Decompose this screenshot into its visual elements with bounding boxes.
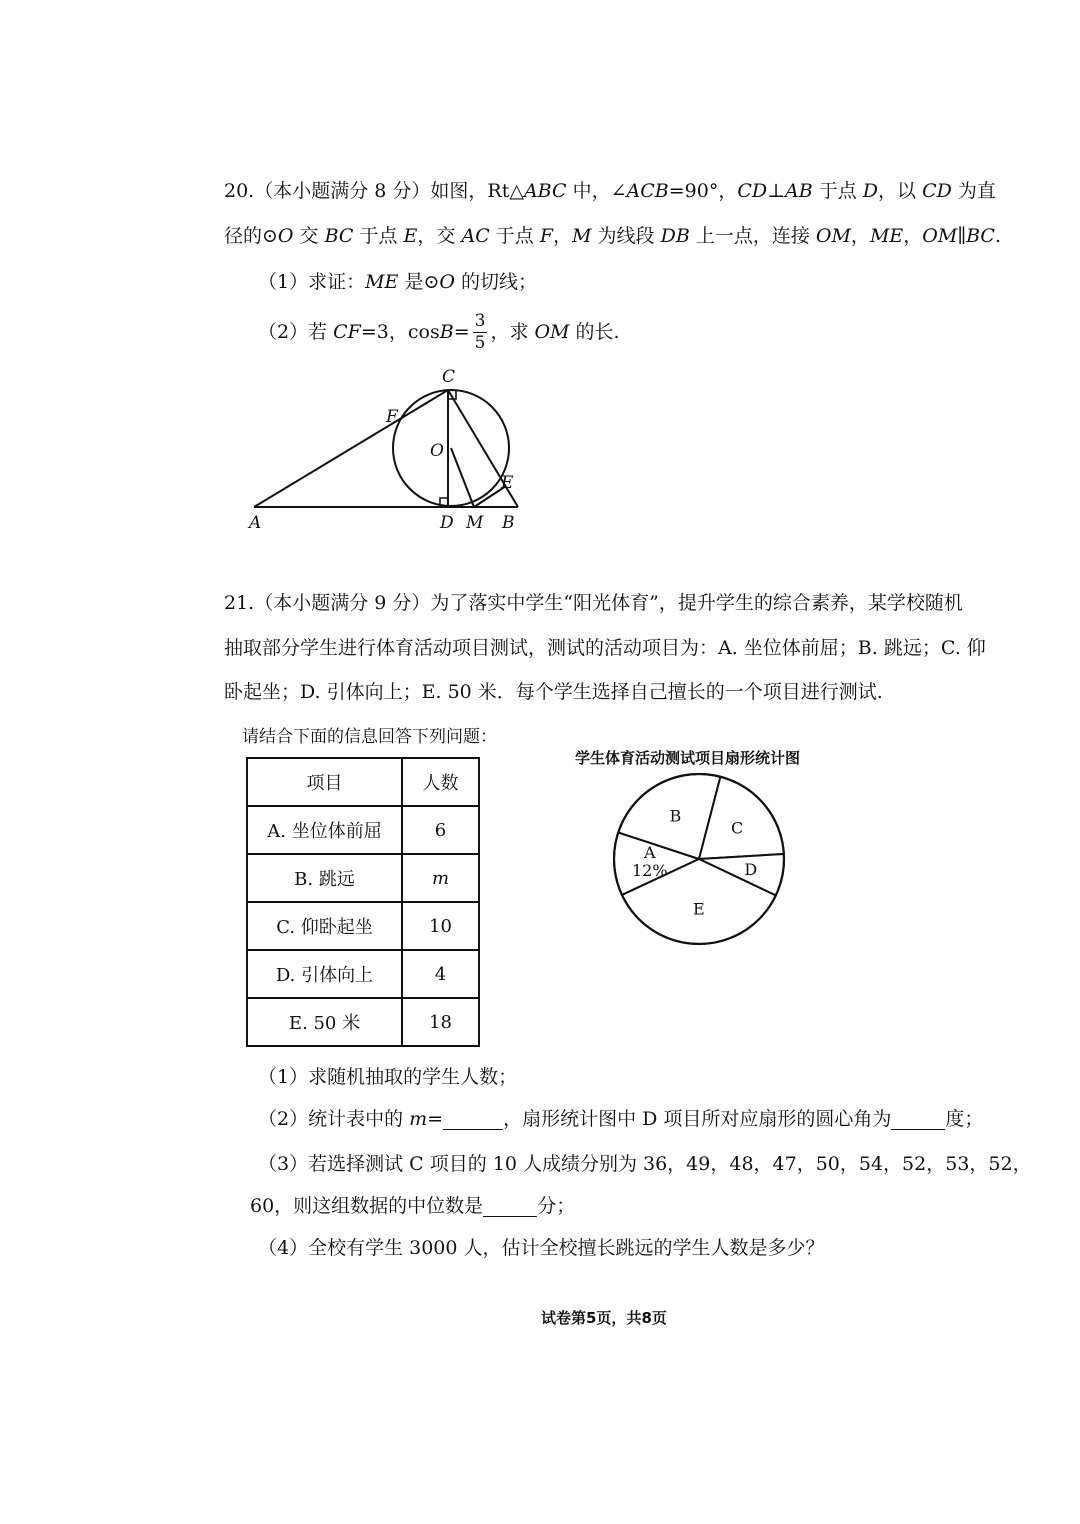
math: CF: [333, 321, 361, 343]
math: ACB: [626, 180, 669, 202]
math: OM: [922, 225, 958, 247]
math: DB: [660, 225, 690, 247]
q21-instruction: 请结合下面的信息回答下列问题：: [242, 727, 497, 747]
answer-blank-median[interactable]: [483, 1197, 537, 1217]
text: ⊥: [767, 180, 785, 202]
text: =3，cos: [360, 321, 440, 343]
q21-sub3-cont: [250, 1197, 575, 1217]
text: 径的⊙: [224, 225, 278, 247]
pie-label-c: C: [730, 818, 744, 838]
table-header: 项目: [247, 758, 402, 806]
segment-ac: [254, 390, 448, 507]
text: ，交: [417, 225, 462, 247]
text: （2）若: [258, 321, 334, 343]
text: =: [453, 321, 470, 343]
text: ，扇形统计图中 D 项目所对应扇形的圆心角为: [503, 1108, 892, 1130]
math: BC: [324, 225, 354, 247]
text: 60，则这组数据的中位数是: [250, 1195, 484, 1217]
math: CD: [922, 180, 952, 202]
text: （2）统计表中的: [258, 1108, 410, 1130]
text: =: [427, 1108, 444, 1130]
table-cell: 10: [402, 902, 479, 950]
table-row: [247, 950, 479, 998]
table-header: 人数: [402, 758, 479, 806]
pie-label-a: A: [644, 842, 656, 862]
text: 于点: [812, 180, 863, 202]
text: ，: [903, 225, 923, 247]
math: OM: [534, 321, 570, 343]
table-row: [247, 806, 479, 854]
q21-header: 21.（本小题满分 9 分）: [224, 592, 431, 614]
label-m: M: [466, 513, 484, 533]
text: 为了落实中学生“阳光体育”，提升学生的综合素养，某学校随机: [430, 592, 963, 614]
text: =90°，: [668, 180, 738, 202]
math: CD: [737, 180, 768, 202]
pie-label-d: D: [744, 860, 758, 880]
text: ，: [850, 225, 870, 247]
q21-sub3: （3）若选择测试 C 项目的 10 人成绩分别为 36，49，48，47，50，54，52，53，52，: [258, 1153, 1032, 1175]
geometry-figure: [240, 360, 560, 535]
text: 是⊙: [398, 271, 440, 293]
text: 的长.: [569, 321, 620, 343]
q21-sub1: （1）求随机抽取的学生人数；: [258, 1066, 518, 1088]
text: 度；: [945, 1108, 984, 1130]
text: 为线段: [591, 225, 661, 247]
table-cell: 6: [402, 806, 479, 854]
table-cell: E. 50 米: [247, 998, 402, 1046]
table-cell: D. 引体向上: [247, 950, 402, 998]
text: .: [994, 225, 1001, 247]
math: BC: [966, 225, 995, 247]
text: 上一点，连接: [689, 225, 816, 247]
label-c: C: [442, 367, 456, 387]
label-e: E: [501, 473, 514, 493]
text: 分；: [537, 1195, 576, 1217]
math: AC: [461, 225, 490, 247]
text: 交: [293, 225, 325, 247]
segment-om: [451, 448, 474, 507]
table-row: [247, 902, 479, 950]
math: B: [439, 321, 454, 343]
q21-line2: 抽取部分学生进行体育活动项目测试，测试的活动项目为：A. 坐位体前屈；B. 跳远；C. 仰: [224, 637, 986, 659]
math: D: [862, 180, 879, 202]
text: ∥: [957, 225, 967, 247]
math: M: [572, 225, 592, 247]
math: O: [439, 271, 455, 293]
table-header-row: [247, 758, 479, 806]
table-row: [247, 998, 479, 1046]
text: ，: [553, 225, 573, 247]
math: AB: [785, 180, 813, 202]
q21-sub2: [258, 1110, 983, 1130]
math: ME: [869, 225, 904, 247]
text: 为直: [951, 180, 996, 202]
q20-line1: [224, 182, 996, 201]
label-b: B: [502, 513, 515, 533]
table-cell: 4: [402, 950, 479, 998]
q20-line2: [224, 227, 1001, 246]
table-cell: m: [402, 854, 479, 902]
pie-chart: [609, 769, 789, 949]
q20-sub1: [258, 273, 537, 292]
q20-header: 20.（本小题满分 8 分）: [224, 180, 431, 202]
pie-chart-title: 学生体育活动测试项目扇形统计图: [575, 749, 801, 767]
q21-sub4: （4）全校有学生 3000 人，估计全校擅长跳远的学生人数是多少？: [258, 1237, 825, 1259]
pie-annotation-a: 12%: [632, 860, 668, 880]
text: 于点: [489, 225, 540, 247]
stats-table: [246, 757, 480, 1047]
table-cell: 18: [402, 998, 479, 1046]
answer-blank-m[interactable]: [443, 1110, 503, 1130]
denominator: 5: [474, 333, 486, 353]
math: m: [409, 1108, 428, 1130]
fraction: [473, 313, 488, 352]
text: （1）求证：: [258, 271, 366, 293]
table-cell: B. 跳远: [247, 854, 402, 902]
math: ABC: [523, 180, 567, 202]
page-footer: 试卷第5页，共8页: [541, 1309, 667, 1327]
math: O: [277, 225, 294, 247]
math: E: [403, 225, 418, 247]
pie-label-b: B: [669, 806, 682, 826]
table-row: [247, 854, 479, 902]
q21-line3: 卧起坐；D. 引体向上；E. 50 米．每个学生选择自己擅长的一个项目进行测试.: [224, 681, 883, 703]
pie-label-e: E: [692, 899, 705, 919]
q21-line1: [224, 594, 963, 613]
label-d: D: [440, 513, 454, 533]
text: ，以: [878, 180, 923, 202]
math: ME: [365, 271, 399, 293]
math: OM: [815, 225, 851, 247]
math: F: [539, 225, 554, 247]
text: 如图，Rt△: [430, 180, 524, 202]
table-cell: A. 坐位体前屈: [247, 806, 402, 854]
text: 的切线；: [454, 271, 538, 293]
table-cell: C. 仰卧起坐: [247, 902, 402, 950]
label-a: A: [249, 513, 262, 533]
text: 于点: [353, 225, 404, 247]
numerator: 3: [474, 311, 486, 331]
answer-blank-angle[interactable]: [891, 1110, 945, 1130]
label-o: O: [430, 441, 444, 461]
label-f: F: [386, 407, 398, 427]
q20-sub2: [258, 313, 620, 352]
text: ，求: [490, 321, 535, 343]
text: 中，∠: [566, 180, 627, 202]
